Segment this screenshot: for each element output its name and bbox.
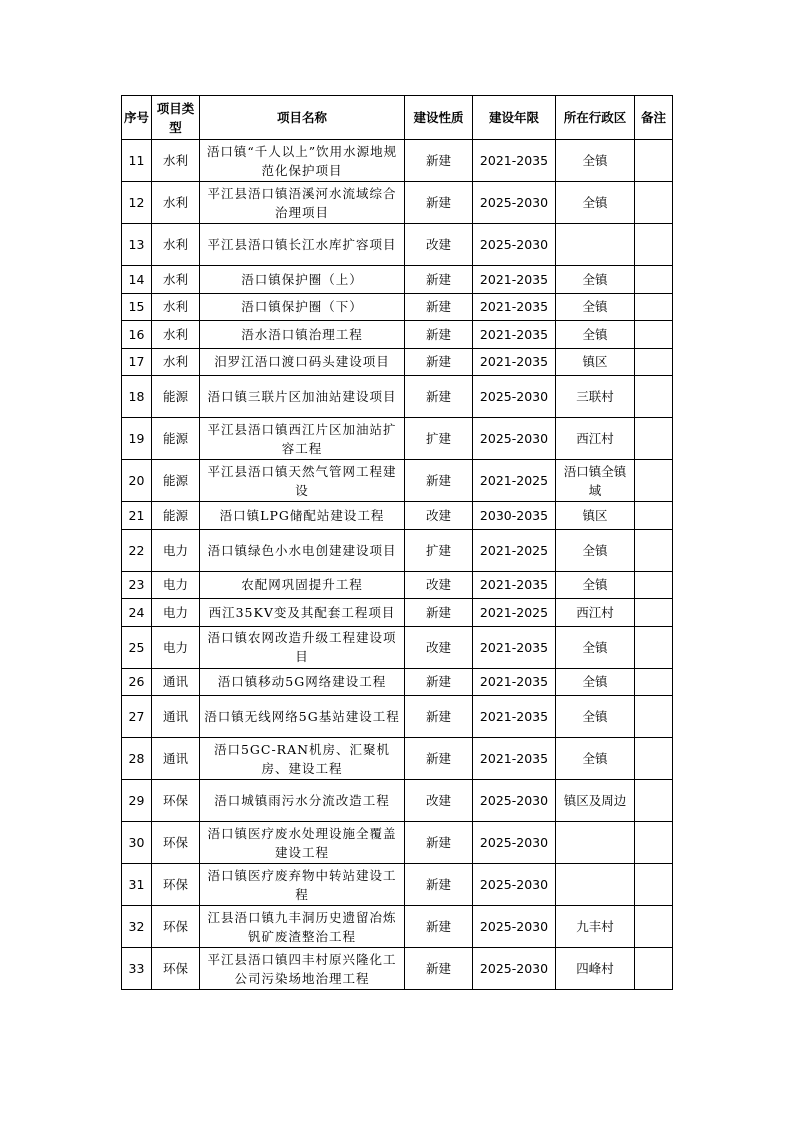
- cell-name: 浯口镇医疗废弃物中转站建设工程: [200, 864, 405, 906]
- cell-no: 12: [122, 182, 152, 224]
- cell-no: 33: [122, 948, 152, 990]
- cell-no: 16: [122, 321, 152, 349]
- cell-nature: 扩建: [405, 529, 473, 571]
- cell-nature: 新建: [405, 822, 473, 864]
- cell-region: 全镇: [556, 293, 635, 321]
- table-row: [122, 599, 673, 627]
- cell-years: 2025-2030: [473, 822, 556, 864]
- cell-region: 全镇: [556, 696, 635, 738]
- cell-note: [635, 348, 673, 376]
- cell-note: [635, 224, 673, 266]
- cell-note: [635, 266, 673, 294]
- cell-no: 32: [122, 906, 152, 948]
- header-years: 建设年限: [473, 96, 556, 140]
- cell-nature: 新建: [405, 460, 473, 502]
- cell-no: 13: [122, 224, 152, 266]
- header-no: 序号: [122, 96, 152, 140]
- cell-nature: 新建: [405, 696, 473, 738]
- header-region: 所在行政区: [556, 96, 635, 140]
- cell-type: 通讯: [152, 738, 200, 780]
- cell-years: 2025-2030: [473, 418, 556, 460]
- cell-nature: 新建: [405, 348, 473, 376]
- cell-years: 2021-2035: [473, 266, 556, 294]
- table-row: [122, 266, 673, 294]
- cell-region: 全镇: [556, 529, 635, 571]
- cell-note: [635, 696, 673, 738]
- cell-region: 全镇: [556, 571, 635, 599]
- cell-no: 18: [122, 376, 152, 418]
- table-row: [122, 696, 673, 738]
- cell-type: 水利: [152, 182, 200, 224]
- cell-name: 浯口镇保护圈（上）: [200, 266, 405, 294]
- table-row: [122, 864, 673, 906]
- cell-nature: 新建: [405, 321, 473, 349]
- table-row: [122, 460, 673, 502]
- cell-region: 浯口镇全镇域: [556, 460, 635, 502]
- cell-note: [635, 668, 673, 696]
- cell-nature: 扩建: [405, 418, 473, 460]
- table-row: [122, 668, 673, 696]
- cell-nature: 新建: [405, 376, 473, 418]
- cell-name: 浯口城镇雨污水分流改造工程: [200, 780, 405, 822]
- cell-nature: 新建: [405, 906, 473, 948]
- table-body: [122, 140, 673, 990]
- cell-no: 19: [122, 418, 152, 460]
- cell-type: 环保: [152, 822, 200, 864]
- cell-region: 全镇: [556, 321, 635, 349]
- cell-name: 江县浯口镇九丰洞历史遗留冶炼钒矿废渣整治工程: [200, 906, 405, 948]
- cell-no: 22: [122, 529, 152, 571]
- cell-no: 29: [122, 780, 152, 822]
- cell-nature: 改建: [405, 626, 473, 668]
- cell-note: [635, 864, 673, 906]
- cell-name: 浯口镇保护圈（下）: [200, 293, 405, 321]
- cell-type: 水利: [152, 224, 200, 266]
- table-row: [122, 418, 673, 460]
- cell-type: 环保: [152, 948, 200, 990]
- cell-type: 环保: [152, 864, 200, 906]
- cell-name: 浯口镇LPG储配站建设工程: [200, 502, 405, 530]
- cell-name: 浯口镇农网改造升级工程建设项目: [200, 626, 405, 668]
- table-row: [122, 571, 673, 599]
- cell-note: [635, 822, 673, 864]
- cell-region: 镇区: [556, 348, 635, 376]
- cell-years: 2021-2035: [473, 140, 556, 182]
- cell-nature: 新建: [405, 266, 473, 294]
- cell-no: 24: [122, 599, 152, 627]
- cell-name: 平江县浯口镇天然气管网工程建设: [200, 460, 405, 502]
- cell-note: [635, 321, 673, 349]
- cell-name: 汨罗江浯口渡口码头建设项目: [200, 348, 405, 376]
- cell-region: 全镇: [556, 738, 635, 780]
- cell-name: 浯口镇医疗废水处理设施全覆盖建设工程: [200, 822, 405, 864]
- cell-years: 2025-2030: [473, 182, 556, 224]
- cell-region: [556, 864, 635, 906]
- cell-note: [635, 948, 673, 990]
- cell-no: 21: [122, 502, 152, 530]
- cell-note: [635, 626, 673, 668]
- cell-nature: 新建: [405, 948, 473, 990]
- cell-years: 2025-2030: [473, 376, 556, 418]
- table-row: [122, 321, 673, 349]
- header-nature: 建设性质: [405, 96, 473, 140]
- cell-type: 水利: [152, 348, 200, 376]
- cell-note: [635, 599, 673, 627]
- cell-name: 农配网巩固提升工程: [200, 571, 405, 599]
- cell-nature: 新建: [405, 668, 473, 696]
- cell-years: 2021-2035: [473, 668, 556, 696]
- cell-note: [635, 140, 673, 182]
- table-header-row: [122, 96, 673, 140]
- cell-note: [635, 182, 673, 224]
- cell-years: 2021-2035: [473, 348, 556, 376]
- cell-region: 西江村: [556, 599, 635, 627]
- cell-years: 2030-2035: [473, 502, 556, 530]
- cell-region: 全镇: [556, 140, 635, 182]
- cell-nature: 改建: [405, 224, 473, 266]
- cell-type: 水利: [152, 321, 200, 349]
- cell-no: 28: [122, 738, 152, 780]
- table-row: [122, 780, 673, 822]
- cell-type: 环保: [152, 906, 200, 948]
- cell-no: 31: [122, 864, 152, 906]
- cell-years: 2021-2035: [473, 321, 556, 349]
- cell-no: 11: [122, 140, 152, 182]
- cell-note: [635, 780, 673, 822]
- cell-no: 27: [122, 696, 152, 738]
- cell-nature: 改建: [405, 780, 473, 822]
- cell-region: 九丰村: [556, 906, 635, 948]
- cell-years: 2021-2025: [473, 460, 556, 502]
- cell-name: 平江县浯口镇长江水库扩容项目: [200, 224, 405, 266]
- header-type: 项目类型: [152, 96, 200, 140]
- cell-name: 平江县浯口镇西江片区加油站扩容工程: [200, 418, 405, 460]
- table-row: [122, 906, 673, 948]
- table-row: [122, 293, 673, 321]
- cell-note: [635, 293, 673, 321]
- cell-note: [635, 738, 673, 780]
- cell-region: 四峰村: [556, 948, 635, 990]
- cell-years: 2021-2025: [473, 529, 556, 571]
- cell-nature: 新建: [405, 182, 473, 224]
- header-note: 备注: [635, 96, 673, 140]
- cell-nature: 新建: [405, 599, 473, 627]
- cell-note: [635, 376, 673, 418]
- cell-type: 能源: [152, 502, 200, 530]
- table-row: [122, 738, 673, 780]
- cell-years: 2025-2030: [473, 224, 556, 266]
- cell-name: 西江35KV变及其配套工程项目: [200, 599, 405, 627]
- cell-note: [635, 418, 673, 460]
- table-row: [122, 348, 673, 376]
- cell-type: 通讯: [152, 696, 200, 738]
- cell-region: 全镇: [556, 626, 635, 668]
- cell-nature: 新建: [405, 738, 473, 780]
- header-name: 项目名称: [200, 96, 405, 140]
- cell-name: 浯口镇移动5G网络建设工程: [200, 668, 405, 696]
- cell-years: 2021-2025: [473, 599, 556, 627]
- cell-region: 全镇: [556, 668, 635, 696]
- table-row: [122, 376, 673, 418]
- cell-nature: 改建: [405, 502, 473, 530]
- cell-type: 水利: [152, 140, 200, 182]
- cell-type: 电力: [152, 571, 200, 599]
- cell-years: 2021-2035: [473, 696, 556, 738]
- cell-region: 全镇: [556, 266, 635, 294]
- cell-type: 能源: [152, 418, 200, 460]
- cell-years: 2021-2035: [473, 571, 556, 599]
- cell-region: 镇区及周边: [556, 780, 635, 822]
- cell-years: 2021-2035: [473, 626, 556, 668]
- cell-type: 环保: [152, 780, 200, 822]
- cell-years: 2021-2035: [473, 293, 556, 321]
- cell-type: 能源: [152, 376, 200, 418]
- cell-no: 23: [122, 571, 152, 599]
- cell-type: 水利: [152, 266, 200, 294]
- cell-region: 三联村: [556, 376, 635, 418]
- cell-name: 浯口镇“千人以上”饮用水源地规范化保护项目: [200, 140, 405, 182]
- cell-name: 浯水浯口镇治理工程: [200, 321, 405, 349]
- table-row: [122, 822, 673, 864]
- cell-name: 浯口镇三联片区加油站建设项目: [200, 376, 405, 418]
- cell-type: 电力: [152, 626, 200, 668]
- table-row: [122, 140, 673, 182]
- cell-nature: 新建: [405, 864, 473, 906]
- cell-years: 2025-2030: [473, 906, 556, 948]
- project-table: [121, 95, 673, 990]
- cell-type: 电力: [152, 599, 200, 627]
- cell-note: [635, 571, 673, 599]
- cell-nature: 改建: [405, 571, 473, 599]
- cell-region: 镇区: [556, 502, 635, 530]
- cell-region: 西江村: [556, 418, 635, 460]
- cell-name: 平江县浯口镇浯溪河水流域综合治理项目: [200, 182, 405, 224]
- cell-note: [635, 460, 673, 502]
- cell-nature: 新建: [405, 293, 473, 321]
- table-row: [122, 529, 673, 571]
- cell-years: 2025-2030: [473, 864, 556, 906]
- cell-no: 14: [122, 266, 152, 294]
- cell-no: 17: [122, 348, 152, 376]
- cell-no: 20: [122, 460, 152, 502]
- table-row: [122, 502, 673, 530]
- cell-no: 25: [122, 626, 152, 668]
- cell-years: 2025-2030: [473, 780, 556, 822]
- cell-years: 2025-2030: [473, 948, 556, 990]
- cell-nature: 新建: [405, 140, 473, 182]
- cell-note: [635, 502, 673, 530]
- cell-region: [556, 224, 635, 266]
- cell-name: 浯口镇无线网络5G基站建设工程: [200, 696, 405, 738]
- cell-no: 30: [122, 822, 152, 864]
- cell-no: 15: [122, 293, 152, 321]
- table-row: [122, 182, 673, 224]
- cell-note: [635, 906, 673, 948]
- cell-note: [635, 529, 673, 571]
- cell-type: 水利: [152, 293, 200, 321]
- table-row: [122, 224, 673, 266]
- cell-type: 能源: [152, 460, 200, 502]
- cell-region: 全镇: [556, 182, 635, 224]
- cell-no: 26: [122, 668, 152, 696]
- table-row: [122, 948, 673, 990]
- cell-name: 浯口镇绿色小水电创建建设项目: [200, 529, 405, 571]
- cell-type: 电力: [152, 529, 200, 571]
- cell-region: [556, 822, 635, 864]
- cell-name: 浯口5GC-RAN机房、汇聚机房、建设工程: [200, 738, 405, 780]
- cell-type: 通讯: [152, 668, 200, 696]
- table-row: [122, 626, 673, 668]
- cell-name: 平江县浯口镇四丰村原兴隆化工公司污染场地治理工程: [200, 948, 405, 990]
- cell-years: 2021-2035: [473, 738, 556, 780]
